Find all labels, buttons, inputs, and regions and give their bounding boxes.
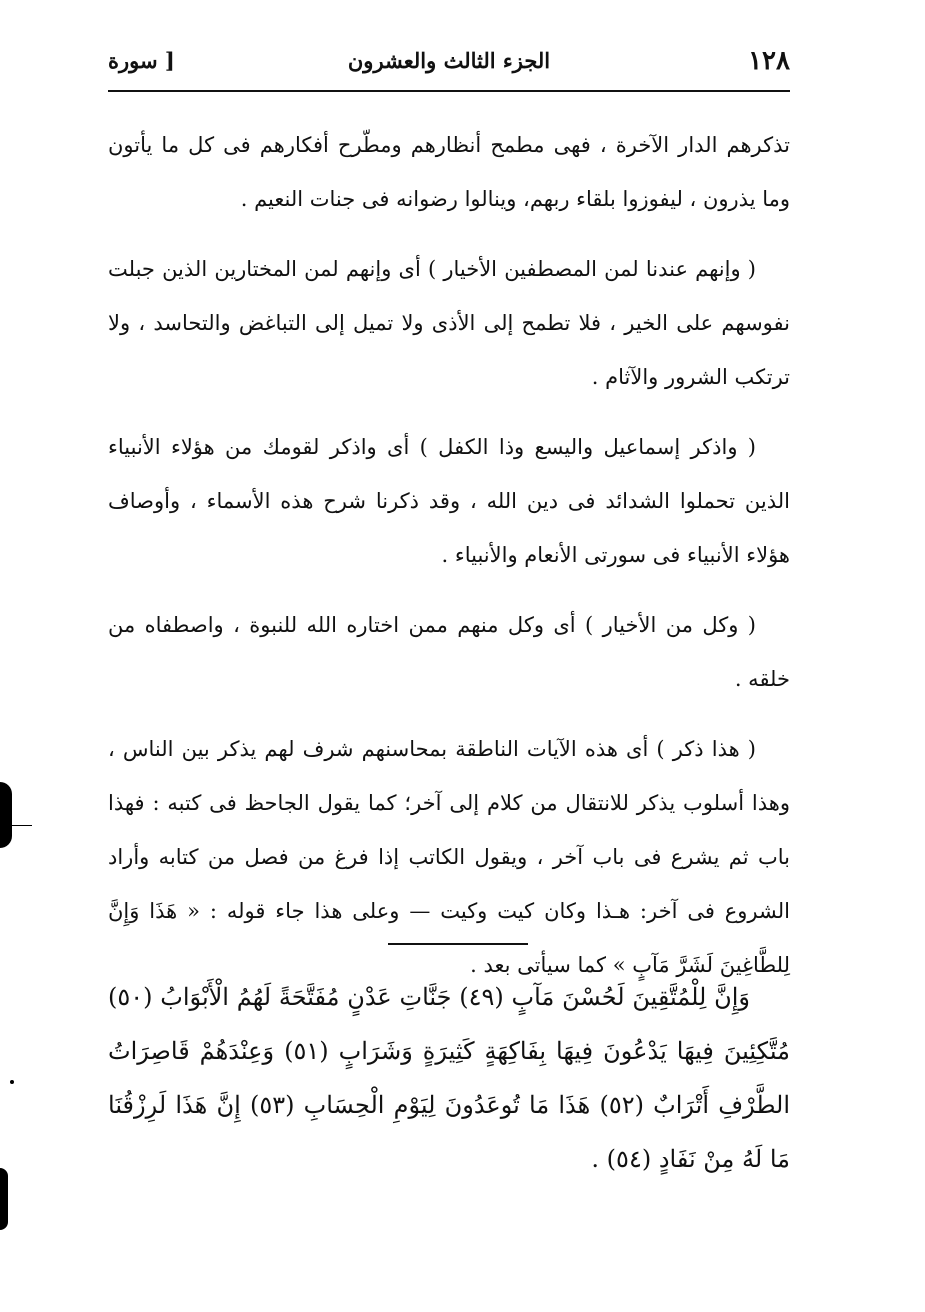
paragraph-2: ( وإنهم عندنا لمن المصطفين الأخيار ) أى وإنهم لمن المختارين الذين جبلت نفوسهم على الخير ، فلا تطمح إلى الأذى ولا تميل إلى التباغض والتحاسد ، ولا ترتكب الشرور والآثام .: [108, 257, 790, 389]
header-rule: [108, 90, 790, 92]
scan-margin-line: [10, 825, 32, 826]
page-header: [108, 40, 790, 86]
paragraph-1: تذكرهم الدار الآخرة ، فهى مطمح أنظارهم ومطّرح أفكارهم فى كل ما يأتون وما يذرون ، ليفوزوا بلقاء ربهم، وينالوا رضوانه فى جنات النعيم .: [108, 133, 790, 211]
quran-verses: [108, 970, 790, 1186]
section-separator: [388, 943, 528, 945]
paragraph-5: ( هذا ذكر ) أى هذه الآيات الناطقة بمحاسنهم شرف لهم يذكر بين الناس ، وهذا أسلوب يذكر للانتقال من كلام إلى آخر؛ كما يقول الجاحظ فى كتبه : فهذا باب ثم يشرع فى باب آخر ، ويقول الكاتب إذا فرغ من فصل من كتابه وأراد الشروع فى آخر: هـذا وكان كيت وكيت — وعلى هذا جاء قوله : « هَذَا وَإِنَّ لِلطَّاغِينَ لَشَرَّ مَآبٍ » كما سيأتى بعد .: [108, 737, 790, 977]
page-number: ١٢٨: [748, 46, 790, 76]
scan-margin-dot: [10, 1080, 14, 1084]
scan-margin-mark: [0, 1168, 8, 1230]
paragraph-4: ( وكل من الأخيار ) أى وكل منهم ممن اختاره الله للنبوة ، واصطفاه من خلقه .: [108, 613, 790, 691]
surah-label: [ سورة: [108, 48, 175, 73]
paragraph-3: ( واذكر إسماعيل واليسع وذا الكفل ) أى واذكر لقومك من هؤلاء الأنبياء الذين تحملوا الشدائد فى دين الله ، وقد ذكرنا شرح هذه الأسماء ، وأوصاف هؤلاء الأنبياء فى سورتى الأنعام والأنبياء .: [108, 435, 790, 567]
scan-margin-mark: [0, 782, 12, 848]
running-title: الجزء الثالث والعشرون: [347, 48, 551, 73]
commentary-text: [108, 118, 790, 1008]
verses-text: وَإِنَّ لِلْمُتَّقِينَ لَحُسْنَ مَآبٍ (٤٩) جَنَّاتِ عَدْنٍ مُفَتَّحَةً لَهُمُ الْأَبْوَابُ (٥٠) مُتَّكِئِينَ فِيهَا يَدْعُونَ فِيهَا بِفَاكِهَةٍ كَثِيرَةٍ وَشَرَابٍ (٥١) وَعِنْدَهُمْ قَاصِرَاتُ الطَّرْفِ أَتْرَابٌ (٥٢) هَذَا مَا تُوعَدُونَ لِيَوْمِ الْحِسَابِ (٥٣) إِنَّ هَذَا لَرِزْقُنَا مَا لَهُ مِنْ نَفَادٍ (٥٤) .: [108, 983, 791, 1173]
